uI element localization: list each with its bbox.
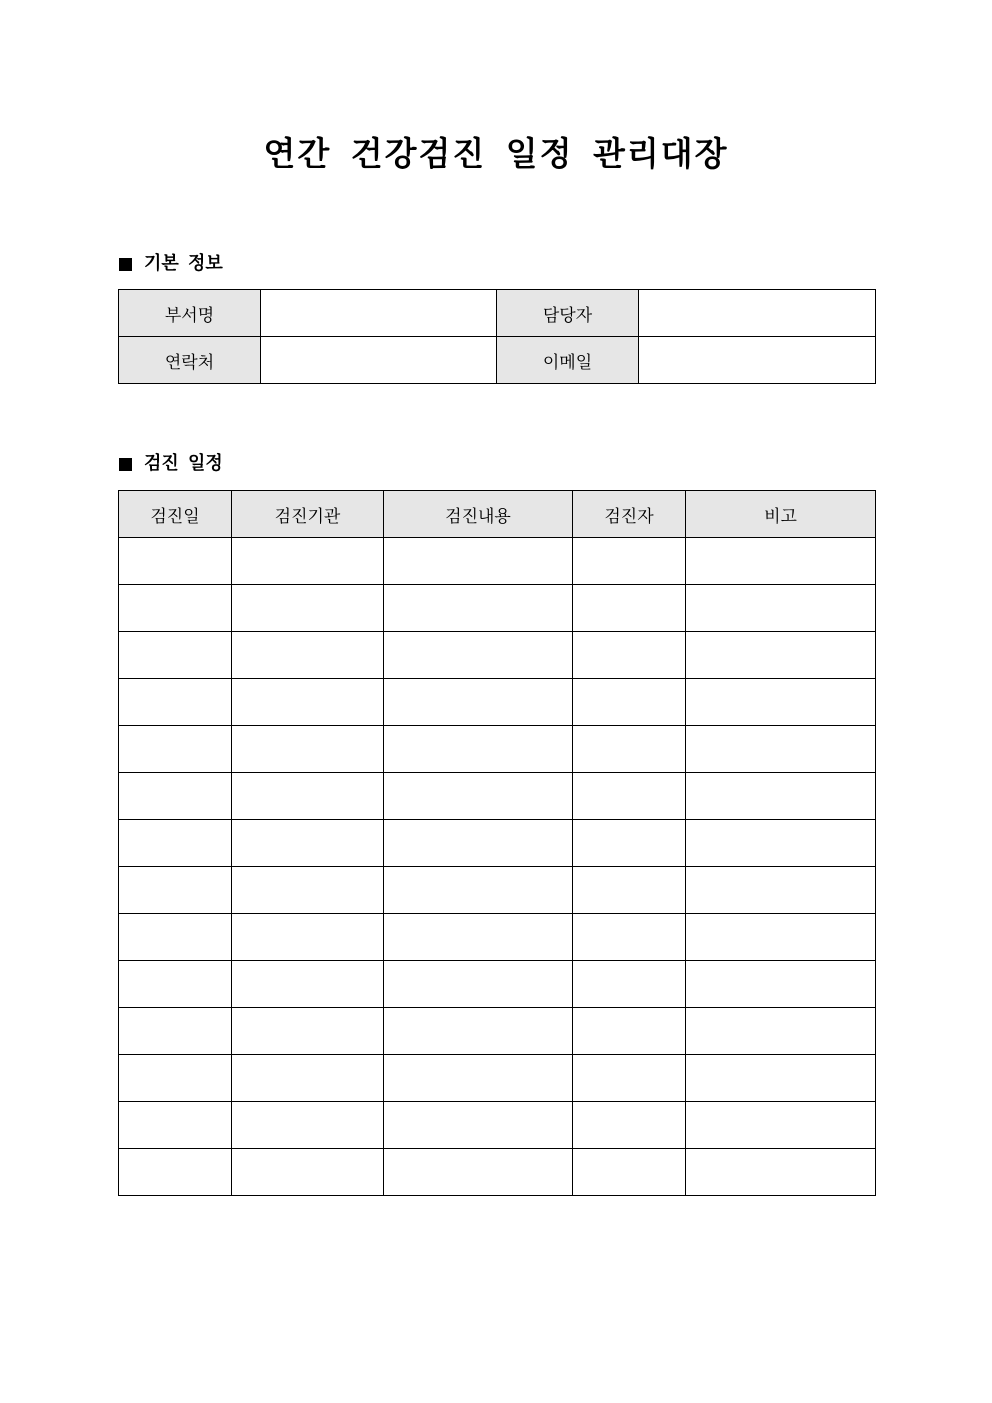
- date-cell[interactable]: [119, 820, 232, 867]
- basic-info-heading-label: 기본 정보: [144, 253, 223, 274]
- institution-cell[interactable]: [232, 585, 384, 632]
- date-cell[interactable]: [119, 867, 232, 914]
- table-row: [119, 1102, 876, 1149]
- date-cell[interactable]: [119, 961, 232, 1008]
- table-row: [119, 820, 876, 867]
- info-row: [119, 290, 876, 337]
- table-row: [119, 538, 876, 585]
- institution-cell[interactable]: [232, 961, 384, 1008]
- table-row: [119, 773, 876, 820]
- institution-cell[interactable]: [232, 820, 384, 867]
- column-header-remarks: 비고: [686, 491, 876, 538]
- content-cell[interactable]: [384, 1149, 573, 1196]
- examinee-cell[interactable]: [573, 961, 686, 1008]
- department-label: 부서명: [119, 290, 261, 337]
- content-cell[interactable]: [384, 820, 573, 867]
- examinee-cell[interactable]: [573, 632, 686, 679]
- square-bullet-icon: [119, 258, 132, 271]
- remarks-cell[interactable]: [686, 820, 876, 867]
- contact-field[interactable]: [261, 337, 497, 384]
- department-field[interactable]: [261, 290, 497, 337]
- page-title: 연간 건강검진 일정 관리대장: [263, 134, 729, 173]
- date-cell[interactable]: [119, 1008, 232, 1055]
- examinee-cell[interactable]: [573, 773, 686, 820]
- remarks-cell[interactable]: [686, 726, 876, 773]
- content-cell[interactable]: [384, 679, 573, 726]
- date-cell[interactable]: [119, 1055, 232, 1102]
- content-cell[interactable]: [384, 585, 573, 632]
- basic-info-heading: [119, 252, 223, 276]
- date-cell[interactable]: [119, 1149, 232, 1196]
- examinee-cell[interactable]: [573, 585, 686, 632]
- basic-info-table: [118, 289, 876, 384]
- table-row: [119, 585, 876, 632]
- content-cell[interactable]: [384, 538, 573, 585]
- examinee-cell[interactable]: [573, 1008, 686, 1055]
- remarks-cell[interactable]: [686, 1008, 876, 1055]
- content-cell[interactable]: [384, 961, 573, 1008]
- email-field[interactable]: [639, 337, 876, 384]
- institution-cell[interactable]: [232, 679, 384, 726]
- content-cell[interactable]: [384, 632, 573, 679]
- content-cell[interactable]: [384, 1055, 573, 1102]
- institution-cell[interactable]: [232, 632, 384, 679]
- date-cell[interactable]: [119, 1102, 232, 1149]
- remarks-cell[interactable]: [686, 679, 876, 726]
- column-header-institution: 검진기관: [232, 491, 384, 538]
- manager-label: 담당자: [497, 290, 639, 337]
- institution-cell[interactable]: [232, 538, 384, 585]
- square-bullet-icon: [119, 458, 132, 471]
- table-row: [119, 1055, 876, 1102]
- examinee-cell[interactable]: [573, 1102, 686, 1149]
- remarks-cell[interactable]: [686, 538, 876, 585]
- date-cell[interactable]: [119, 773, 232, 820]
- institution-cell[interactable]: [232, 1008, 384, 1055]
- content-cell[interactable]: [384, 773, 573, 820]
- examinee-cell[interactable]: [573, 820, 686, 867]
- institution-cell[interactable]: [232, 1102, 384, 1149]
- date-cell[interactable]: [119, 726, 232, 773]
- date-cell[interactable]: [119, 679, 232, 726]
- remarks-cell[interactable]: [686, 914, 876, 961]
- column-header-content: 검진내용: [384, 491, 573, 538]
- content-cell[interactable]: [384, 867, 573, 914]
- remarks-cell[interactable]: [686, 632, 876, 679]
- examinee-cell[interactable]: [573, 914, 686, 961]
- institution-cell[interactable]: [232, 1055, 384, 1102]
- remarks-cell[interactable]: [686, 961, 876, 1008]
- table-row: [119, 1008, 876, 1055]
- examinee-cell[interactable]: [573, 679, 686, 726]
- manager-field[interactable]: [639, 290, 876, 337]
- column-header-date: 검진일: [119, 491, 232, 538]
- examinee-cell[interactable]: [573, 867, 686, 914]
- content-cell[interactable]: [384, 1008, 573, 1055]
- table-row: [119, 914, 876, 961]
- institution-cell[interactable]: [232, 1149, 384, 1196]
- institution-cell[interactable]: [232, 773, 384, 820]
- contact-label: 연락처: [119, 337, 261, 384]
- remarks-cell[interactable]: [686, 1149, 876, 1196]
- table-row: [119, 1149, 876, 1196]
- date-cell[interactable]: [119, 585, 232, 632]
- examinee-cell[interactable]: [573, 1149, 686, 1196]
- institution-cell[interactable]: [232, 726, 384, 773]
- info-row: [119, 337, 876, 384]
- remarks-cell[interactable]: [686, 1055, 876, 1102]
- table-row: [119, 632, 876, 679]
- schedule-heading: [119, 452, 223, 476]
- schedule-header-row: [119, 491, 876, 538]
- institution-cell[interactable]: [232, 914, 384, 961]
- table-row: [119, 679, 876, 726]
- date-cell[interactable]: [119, 632, 232, 679]
- column-header-examinee: 검진자: [573, 491, 686, 538]
- date-cell[interactable]: [119, 538, 232, 585]
- examinee-cell[interactable]: [573, 1055, 686, 1102]
- schedule-heading-label: 검진 일정: [144, 453, 223, 474]
- email-label: 이메일: [497, 337, 639, 384]
- content-cell[interactable]: [384, 1102, 573, 1149]
- table-row: [119, 961, 876, 1008]
- examinee-cell[interactable]: [573, 538, 686, 585]
- schedule-table: [118, 490, 876, 1196]
- remarks-cell[interactable]: [686, 867, 876, 914]
- table-row: [119, 867, 876, 914]
- institution-cell[interactable]: [232, 867, 384, 914]
- examinee-cell[interactable]: [573, 726, 686, 773]
- date-cell[interactable]: [119, 914, 232, 961]
- remarks-cell[interactable]: [686, 773, 876, 820]
- remarks-cell[interactable]: [686, 585, 876, 632]
- content-cell[interactable]: [384, 726, 573, 773]
- content-cell[interactable]: [384, 914, 573, 961]
- remarks-cell[interactable]: [686, 1102, 876, 1149]
- table-row: [119, 726, 876, 773]
